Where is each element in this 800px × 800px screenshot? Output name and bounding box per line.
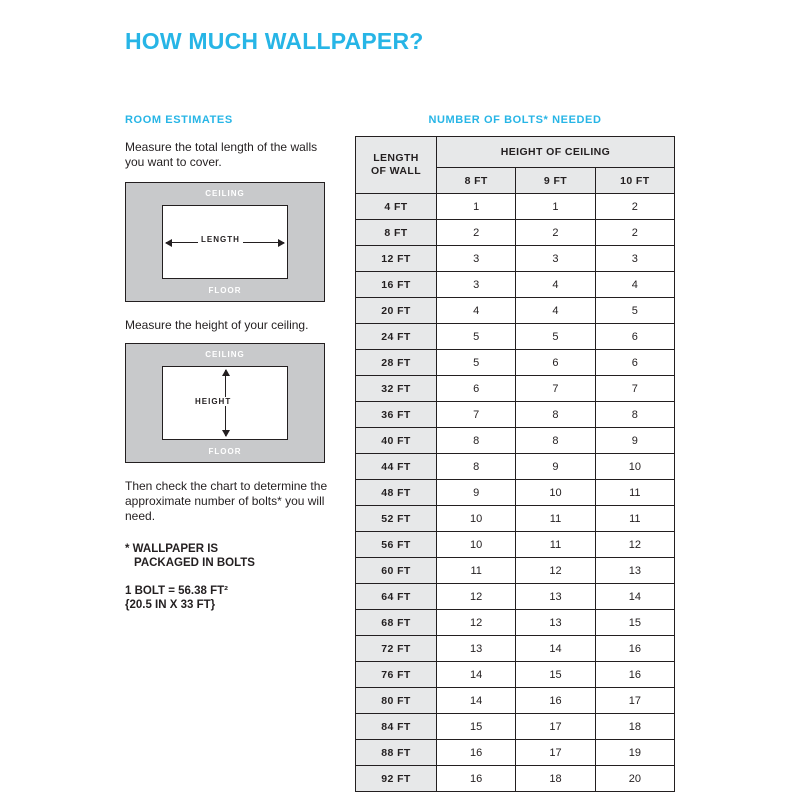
- bolts-cell: 15: [595, 610, 674, 636]
- table-row: [356, 402, 675, 428]
- length-dimension-label: LENGTH: [198, 235, 243, 244]
- bolts-cell: 5: [437, 350, 516, 376]
- row-header-length: 52 FT: [356, 506, 437, 532]
- row-header-length: 20 FT: [356, 298, 437, 324]
- wallpaper-note-line-1: * WALLPAPER IS: [125, 543, 219, 555]
- bolts-cell: 2: [516, 220, 595, 246]
- bolts-cell: 6: [516, 350, 595, 376]
- bolts-cell: 10: [437, 506, 516, 532]
- bolts-table-head: [356, 137, 675, 194]
- bolts-cell: 16: [437, 766, 516, 792]
- row-header-length: 40 FT: [356, 428, 437, 454]
- bolts-cell: 4: [595, 272, 674, 298]
- bolts-table-body: [356, 194, 675, 792]
- ceiling-height-diagram: [125, 343, 325, 463]
- bolts-cell: 9: [437, 480, 516, 506]
- bolts-cell: 12: [437, 584, 516, 610]
- row-header-length: 84 FT: [356, 714, 437, 740]
- row-header-length: 64 FT: [356, 584, 437, 610]
- bolts-table: [355, 136, 675, 792]
- bolts-cell: 15: [516, 662, 595, 688]
- table-row: [356, 714, 675, 740]
- table-row: [356, 584, 675, 610]
- bolts-cell: 8: [516, 428, 595, 454]
- bolts-cell: 12: [595, 532, 674, 558]
- table-row: [356, 194, 675, 220]
- table-row: [356, 350, 675, 376]
- bolts-cell: 19: [595, 740, 674, 766]
- bolts-cell: 3: [516, 246, 595, 272]
- bolts-cell: 5: [437, 324, 516, 350]
- bolts-cell: 10: [516, 480, 595, 506]
- bolts-cell: 17: [516, 714, 595, 740]
- height-dimension-label: HEIGHT: [192, 397, 234, 406]
- row-header-length: 76 FT: [356, 662, 437, 688]
- bolts-cell: 2: [437, 220, 516, 246]
- table-row: [356, 220, 675, 246]
- row-header-length: 16 FT: [356, 272, 437, 298]
- bolts-cell: 14: [437, 688, 516, 714]
- bolts-cell: 4: [437, 298, 516, 324]
- bolts-cell: 1: [437, 194, 516, 220]
- step-3-text: Then check the chart to determine the approximate number of bolts* you will need.: [125, 479, 328, 523]
- table-row: [356, 272, 675, 298]
- bolts-cell: 10: [437, 532, 516, 558]
- room-length-diagram: [125, 182, 325, 302]
- row-header-length: 32 FT: [356, 376, 437, 402]
- bolts-cell: 16: [516, 688, 595, 714]
- table-row: [356, 636, 675, 662]
- row-header-length: 28 FT: [356, 350, 437, 376]
- bolts-cell: 5: [516, 324, 595, 350]
- bolts-cell: 7: [595, 376, 674, 402]
- bolts-cell: 3: [595, 246, 674, 272]
- table-row: [356, 740, 675, 766]
- bolts-cell: 7: [437, 402, 516, 428]
- column-header-8ft: 8 FT: [437, 168, 516, 194]
- bolts-cell: 16: [437, 740, 516, 766]
- bolts-cell: 17: [595, 688, 674, 714]
- table-row: [356, 246, 675, 272]
- bolts-cell: 12: [437, 610, 516, 636]
- bolts-cell: 11: [516, 532, 595, 558]
- bolts-cell: 8: [595, 402, 674, 428]
- floor-label: FLOOR: [208, 286, 242, 295]
- bolts-cell: 18: [516, 766, 595, 792]
- corner-header: [356, 137, 437, 194]
- bolts-cell: 8: [437, 454, 516, 480]
- bolts-cell: 13: [437, 636, 516, 662]
- table-row: [356, 480, 675, 506]
- bolts-cell: 8: [437, 428, 516, 454]
- table-row: [356, 662, 675, 688]
- bolts-cell: 12: [516, 558, 595, 584]
- table-header-row-1: [356, 137, 675, 168]
- bolts-cell: 11: [595, 506, 674, 532]
- ceiling-label: CEILING: [205, 189, 245, 198]
- corner-header-line-2: OF WALL: [370, 165, 422, 177]
- row-header-length: 8 FT: [356, 220, 437, 246]
- group-header: HEIGHT OF CEILING: [437, 137, 675, 168]
- table-row: [356, 766, 675, 792]
- ceiling-label: CEILING: [205, 350, 245, 359]
- bolts-cell: 2: [595, 194, 674, 220]
- bolts-cell: 11: [595, 480, 674, 506]
- row-header-length: 12 FT: [356, 246, 437, 272]
- bolt-size-line-1: 1 BOLT = 56.38 FT²: [125, 585, 228, 597]
- row-header-length: 88 FT: [356, 740, 437, 766]
- table-row: [356, 428, 675, 454]
- bolts-cell: 14: [516, 636, 595, 662]
- bolt-size-line-2: {20.5 IN X 33 FT}: [125, 599, 216, 611]
- bolts-cell: 16: [595, 662, 674, 688]
- row-header-length: 24 FT: [356, 324, 437, 350]
- row-header-length: 68 FT: [356, 610, 437, 636]
- bolts-cell: 6: [437, 376, 516, 402]
- room-estimates-column: [125, 114, 335, 612]
- table-row: [356, 558, 675, 584]
- wallpaper-note-line-2: PACKAGED IN BOLTS: [134, 557, 255, 569]
- table-row: [356, 532, 675, 558]
- bolt-size-note: [125, 584, 335, 612]
- column-header-10ft: 10 FT: [595, 168, 674, 194]
- row-header-length: 48 FT: [356, 480, 437, 506]
- step-1-text: Measure the total length of the walls you want to cover.: [125, 140, 318, 169]
- bolts-table-title: NUMBER OF BOLTS* NEEDED: [428, 114, 602, 126]
- bolts-cell: 10: [595, 454, 674, 480]
- bolts-cell: 1: [516, 194, 595, 220]
- table-row: [356, 324, 675, 350]
- table-row: [356, 688, 675, 714]
- row-header-length: 80 FT: [356, 688, 437, 714]
- row-header-length: 92 FT: [356, 766, 437, 792]
- bolts-cell: 20: [595, 766, 674, 792]
- bolts-cell: 11: [437, 558, 516, 584]
- bolts-cell: 6: [595, 350, 674, 376]
- table-row: [356, 376, 675, 402]
- room-estimates-heading: ROOM ESTIMATES: [125, 114, 233, 126]
- bolts-cell: 6: [595, 324, 674, 350]
- row-header-length: 60 FT: [356, 558, 437, 584]
- floor-label: FLOOR: [208, 447, 242, 456]
- row-header-length: 56 FT: [356, 532, 437, 558]
- bolts-cell: 4: [516, 272, 595, 298]
- row-header-length: 44 FT: [356, 454, 437, 480]
- bolts-cell: 5: [595, 298, 674, 324]
- bolts-cell: 13: [595, 558, 674, 584]
- corner-header-line-1: LENGTH: [373, 152, 419, 164]
- step-2-text: Measure the height of your ceiling.: [125, 318, 309, 332]
- bolts-cell: 14: [437, 662, 516, 688]
- row-header-length: 4 FT: [356, 194, 437, 220]
- table-row: [356, 506, 675, 532]
- wallpaper-note: [125, 542, 335, 570]
- row-header-length: 36 FT: [356, 402, 437, 428]
- bolts-cell: 13: [516, 584, 595, 610]
- table-row: [356, 298, 675, 324]
- bolts-cell: 13: [516, 610, 595, 636]
- bolts-cell: 17: [516, 740, 595, 766]
- bolts-table-section: [355, 114, 675, 792]
- row-header-length: 72 FT: [356, 636, 437, 662]
- page-title: HOW MUCH WALLPAPER?: [125, 28, 424, 54]
- bolts-cell: 9: [595, 428, 674, 454]
- bolts-cell: 11: [516, 506, 595, 532]
- bolts-cell: 7: [516, 376, 595, 402]
- bolts-cell: 2: [595, 220, 674, 246]
- bolts-cell: 3: [437, 272, 516, 298]
- bolts-cell: 8: [516, 402, 595, 428]
- table-row: [356, 610, 675, 636]
- bolts-cell: 14: [595, 584, 674, 610]
- bolts-cell: 18: [595, 714, 674, 740]
- table-row: [356, 454, 675, 480]
- bolts-cell: 9: [516, 454, 595, 480]
- bolts-cell: 4: [516, 298, 595, 324]
- column-header-9ft: 9 FT: [516, 168, 595, 194]
- bolts-cell: 3: [437, 246, 516, 272]
- bolts-cell: 15: [437, 714, 516, 740]
- bolts-cell: 16: [595, 636, 674, 662]
